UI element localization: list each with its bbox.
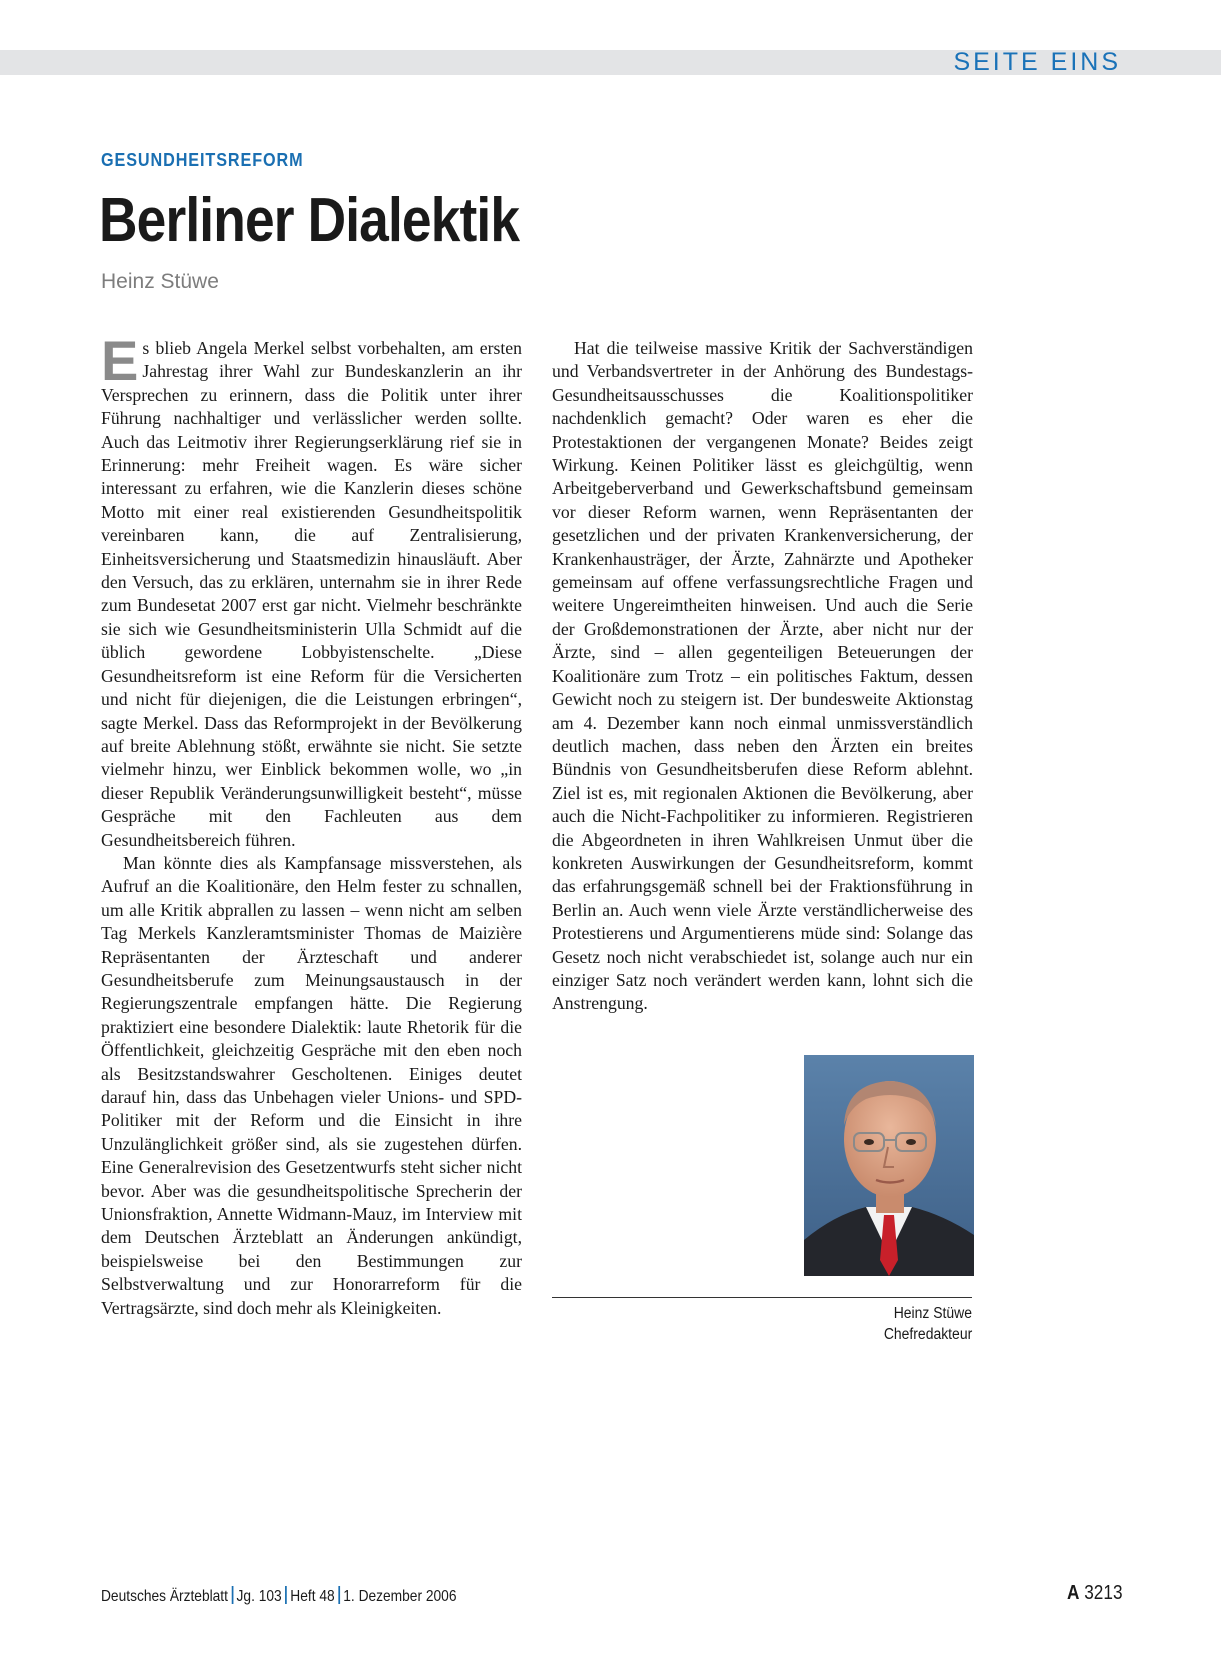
- page-prefix: A: [1067, 1582, 1080, 1604]
- paragraph: [101, 329, 522, 852]
- author-portrait: [804, 1055, 974, 1276]
- footer-issue: Heft 48: [290, 1588, 335, 1605]
- portrait-image: [804, 1055, 974, 1276]
- paragraph: Hat die teilweise massive Kritik der Sachverständigen und Verbandsvertreter in der Anhörung des Bundestags-Gesundheitsausschusses die Koalitionspolitiker nachdenklich gemacht? Oder waren es eher die Protestaktionen der vergangenen Monate? Beides zeigt Wirkung. Keinen Politiker lässt es gleichgültig, wenn Arbeitgeberverband und Gewerkschaftsbund gemeinsam vor dieser Reform warnen, wenn Repräsentanten der gesetzlichen und der privaten Krankenversicherung, der Krankenhausträger, der Ärzte, Zahnärzte und Apotheker gemeinsam auf offene verfassungsrechtliche Fragen und weitere Ungereimtheiten hinweisen. Und auch die Serie der Großdemonstrationen der Ärzte, aber nicht nur der Ärzte, sind – allen gegenteiligen Beteuerungen der Koalitionäre zum Trotz – ein politisches Faktum, dessen Gewicht noch zu steigern ist. Der bundesweite Aktionstag am 4. Dezember kann noch einmal unmissverständlich deutlich machen, dass neben den Ärzten ein breites Bündnis von Gesundheitsberufen diese Reform ablehnt. Ziel ist es, mit regionalen Aktionen die Bevölkerung, aber auch die Nicht-Fachpolitiker zu informieren. Registrieren die Abgeordneten in ihren Wahlkreisen Unmut über die konkreten Auswirkungen der Gesundheitsreform, kommt das erfahrungsgemäß schnell bei der Fraktionsführung in Berlin an. Auch wenn viele Ärzte verständlicherweise des Protestierens und Argumentierens müde sind: Solange das Gesetz noch nicht verabschiedet ist, solange auch nur ein einziger Satz noch verändert werden kann, lohnt sich die Anstrengung.: [552, 338, 973, 1014]
- paragraph-text: s blieb Angela Merkel selbst vorbehalten, am ersten Jahrestag ihrer Wahl zur Bundeskanzlerin an ihr Versprechen zu erinnern, dass die Politik unter ihrer Führung nachhaltiger und verlässlicher werden sollte. Auch das Leitmotiv ihrer Regierungserklärung rief sie in Erinnerung: mehr Freiheit wagen. Es wäre sicher interessant zu erfahren, wie die Kanzlerin dieses schöne Motto mit einer real existierenden Gesundheitspolitik vereinbaren kann, die auf Zentralisierung, Einheitsversicherung und Staatsmedizin hinausläuft. Aber den Versuch, das zu erklären, unternahm sie in ihrer Rede zum Bundesetat 2007 erst gar nicht. Vielmehr beschränkte sie sich wie Gesundheitsministerin Ulla Schmidt auf die üblich gewordene Lobbyistenschelte. „Diese Gesundheitsreform ist eine Reform für die Versicherten und nicht für diejenigen, die die Leistungen erbringen“, sagte Merkel. Dass das Reformprojekt in der Bevölkerung auf breite Ablehnung stößt, erwähnte sie nicht. Sie setzte vielmehr hinzu, wer Einblick bekommen wolle, wo „in dieser Republik Veränderungsunwilligkeit besteht“, müsse Gespräche mit den Fachleuten aus dem Gesundheitsbereich führen.: [101, 338, 522, 850]
- article-author: Heinz Stüwe: [101, 270, 219, 293]
- article-kicker: GESUNDHEITSREFORM: [101, 150, 304, 170]
- page-number: [1068, 1582, 1123, 1605]
- footer-volume: Jg. 103: [236, 1588, 282, 1605]
- article-title: Berliner Dialektik: [99, 186, 520, 255]
- caption-name: Heinz Stüwe: [893, 1305, 972, 1322]
- page-number-value: 3213: [1084, 1582, 1123, 1604]
- drop-cap: E: [101, 329, 139, 392]
- footer-separator: [338, 1586, 340, 1604]
- footer-credits: [101, 1586, 456, 1606]
- footer-publication: Deutsches Ärzteblatt: [101, 1588, 228, 1605]
- right-column: [552, 337, 973, 1016]
- footer-separator: [285, 1586, 287, 1604]
- footer-separator: [231, 1586, 233, 1604]
- caption-role: Chefredakteur: [883, 1326, 972, 1343]
- paragraph: Man könnte dies als Kampfansage missverstehen, als Aufruf an die Koalitionäre, den Helm fester zu schnallen, um alle Kritik abprallen zu lassen – wenn nicht am selben Tag Merkels Kanzleramtsminister Thomas de Maizière Repräsentanten der Ärzteschaft und anderer Gesundheitsberufe zum Meinungsaustausch in der Regierungszentrale empfangen hätte. Die Regierung praktiziert eine besondere Dialektik: laute Rhetorik für die Öffentlichkeit, gleichzeitig Gespräche mit den eben noch als Besitzstandswahrer Gescholtenen. Einiges deutet darauf hin, dass das Unbehagen vieler Unions- und SPD-Politiker mit der Reform und die Einsicht in ihre Unzulänglichkeit größer sind, als sie zugestehen dürfen. Eine Generalrevision des Gesetzentwurfs steht sicher nicht bevor. Aber was die gesundheitspolitische Sprecherin der Unionsfraktion, Annette Widmann-Mauz, im Interview mit dem Deutschen Ärzteblatt an Änderungen ankündigt, beispielsweise bei den Bestimmungen zur Selbstverwaltung und zur Honorarreform für die Vertragsärzte, sind doch mehr als Kleinigkeiten.: [101, 852, 522, 1318]
- section-label: SEITE EINS: [953, 48, 1121, 76]
- footer-date: 1. Dezember 2006: [343, 1588, 457, 1605]
- left-column: [101, 329, 522, 1320]
- caption-divider: [552, 1297, 972, 1298]
